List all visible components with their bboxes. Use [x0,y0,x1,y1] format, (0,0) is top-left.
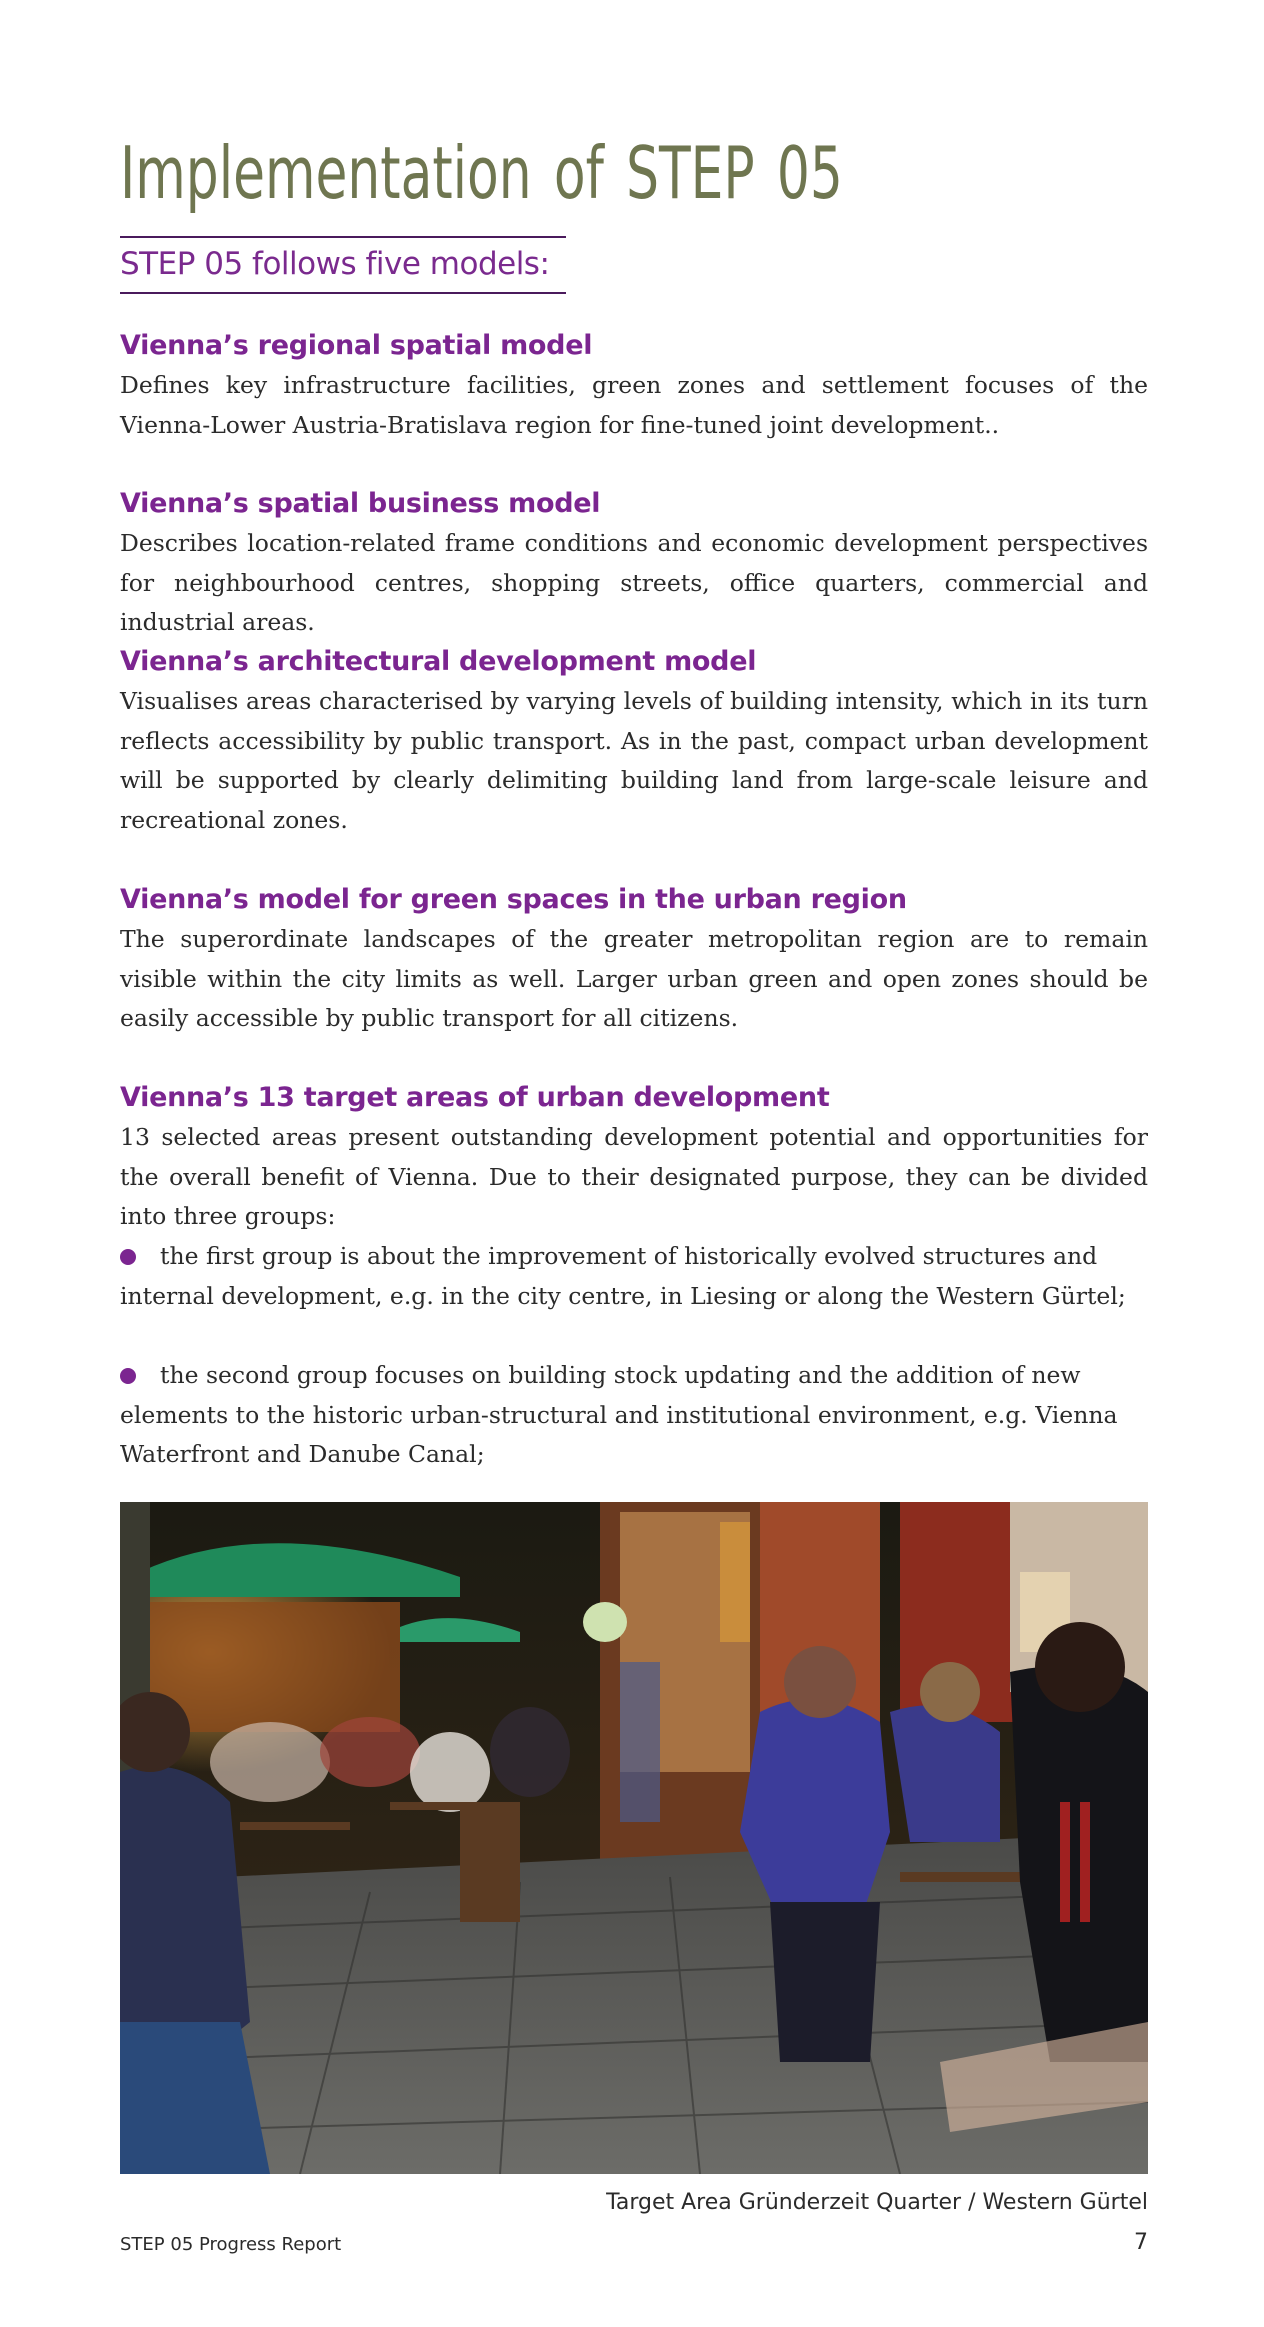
section-target-areas [120,1078,1148,1237]
section-heading: Vienna’s architectural development model [120,646,757,677]
section-heading: Vienna’s regional spatial model [120,330,593,361]
section-heading: Vienna’s spatial business model [120,488,601,519]
section-body: 13 selected areas present outstanding development potential and opportunities for the overall benefit of Vienna. Due to their designated purpose, they can be divided into three groups: [120,1123,1148,1230]
footer-page-number: 7 [1134,2230,1148,2255]
footer-report-name: STEP 05 Progress Report [120,2234,342,2255]
photo-caption: Target Area Gründerzeit Quarter / Western Gürtel [606,2190,1148,2215]
section-body: Defines key infrastructure facilities, green zones and settlement focuses of the Vienna-Lower Austria-Bratislava region for fine-tuned joint development.. [120,371,1148,439]
section-regional-spatial-model [120,326,1148,445]
bullet-item-first-group [120,1237,1148,1316]
section-body: Describes location-related frame conditions and economic development perspectives for neighbourhood centres, shopping streets, office quarters, commercial and industrial areas. [120,529,1148,636]
section-spatial-business-model [120,484,1148,643]
bullet-dot-icon [120,1368,136,1384]
section-body: Visualises areas characterised by varying levels of building intensity, which in its turn reflects accessibility by public transport. As in the past, compact urban development will be supported by clearly delimiting building land from large-scale leisure and recreational zones. [120,687,1148,834]
bullet-item-second-group [120,1356,1148,1475]
section-heading: Vienna’s model for green spaces in the urban region [120,884,907,915]
section-heading: Vienna’s 13 target areas of urban development [120,1082,830,1113]
bullet-text: the second group focuses on building stock updating and the addition of new elements to the historic urban-structural and institutional environment, e.g. Vienna Waterfront and Danube Canal; [120,1361,1118,1468]
section-architectural-development-model [120,642,1148,840]
section-green-spaces-model [120,880,1148,1039]
page-title: Implementation of STEP 05 [120,131,843,215]
bullet-text: the first group is about the improvement of historically evolved structures and internal development, e.g. in the city centre, in Liesing or along the Western Gürtel; [120,1242,1126,1310]
section-body: The superordinate landscapes of the greater metropolitan region are to remain visible within the city limits as well. Larger urban green and open zones should be easily accessible by public transport for all citizens. [120,925,1148,1032]
bullet-dot-icon [120,1249,136,1265]
street-cafe-illustration [120,1502,1148,2174]
subtitle-box [120,236,566,294]
subtitle: STEP 05 follows five models: [120,246,550,282]
photo-street-cafe [120,1502,1148,2174]
